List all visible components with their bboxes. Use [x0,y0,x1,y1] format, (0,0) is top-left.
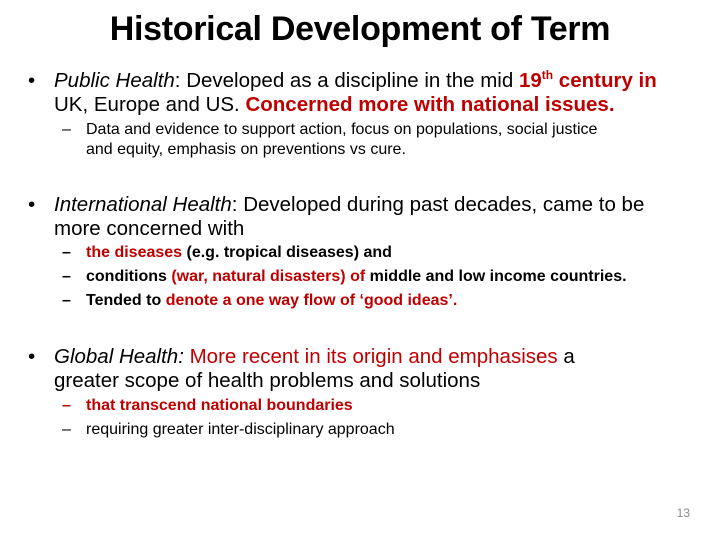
sub-highlight: that transcend national boundaries [86,397,353,414]
bullet-text: Developed during past decades, came to be [243,193,645,216]
dash-icon: – [62,421,71,438]
bullet-icon: • [28,345,36,368]
sub-bullet-interdisciplinary [62,420,712,440]
bullet-text: a [557,345,575,368]
bullet-international-health [28,193,708,241]
sub-text: middle and low income countries. [365,268,627,285]
bullet-text: Developed as a discipline in the mid [186,69,519,92]
sub-text: Tended to [86,292,166,309]
colon: : [231,193,244,216]
sub-text: (e.g. tropical diseases) and [182,244,392,261]
term-global-health [54,345,190,368]
sub-bullet-public-health [62,120,712,160]
bullet-public-health [28,69,708,117]
national-issues-highlight: Concerned more with national issues. [245,93,615,116]
dash-icon: – [62,268,71,285]
sub-text: conditions [86,268,172,285]
term-international-health: International Health [54,193,232,216]
dash-icon: – [62,121,71,138]
sub-highlight: (war, natural disasters) of [171,268,366,285]
slide-title: Historical Development of Term [109,10,611,48]
century-text: century in [553,69,657,92]
sub-highlight: the diseases [86,244,183,261]
sub-text: and equity, emphasis on preventions vs cure. [86,141,406,158]
sub-bullet-boundaries [62,396,712,416]
sub-bullet-diseases [62,243,712,263]
century-number: 19 [518,69,542,92]
dash-icon: – [62,397,71,414]
colon: : [174,69,187,92]
dash-icon: – [62,244,71,261]
bullet-text: greater scope of health problems and solutions [54,369,481,392]
bullet-icon: • [28,193,36,216]
dash-icon: – [62,292,71,309]
century-suffix: th [541,68,554,83]
bullet-global-health [28,345,708,393]
sub-bullet-conditions [62,267,712,287]
century-highlight [519,69,657,92]
term-label: Global Health: [54,345,190,368]
global-health-highlight: More recent in its origin and emphasises [189,345,558,368]
sub-highlight: denote a one way flow of ‘good ideas’. [165,292,458,309]
bullet-text: more concerned with [54,217,245,240]
bullet-text: UK, Europe and US. [54,93,246,116]
term-public-health: Public Health [54,69,175,92]
sub-bullet-one-way-flow [62,291,712,311]
sub-text: Data and evidence to support action, focus on populations, social justice [86,121,598,138]
page-number: 13 [676,506,690,520]
sub-text: requiring greater inter-disciplinary approach [86,421,395,438]
bullet-icon: • [28,69,36,92]
